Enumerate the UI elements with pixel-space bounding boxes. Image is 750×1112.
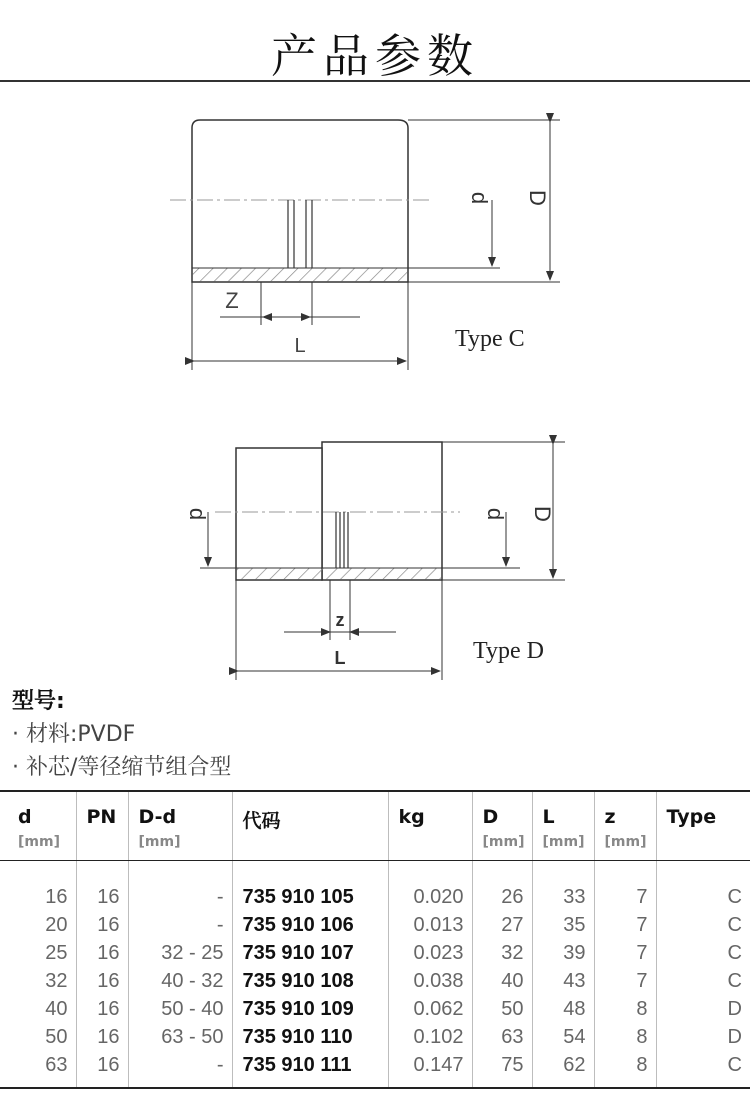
cell-dd: 40 - 32 <box>128 967 232 995</box>
cell-kg: 0.102 <box>388 1023 472 1051</box>
material-line: · 材料:PVDF <box>12 722 136 747</box>
title-divider <box>0 80 750 82</box>
cell-l: 33 <box>532 861 594 912</box>
cell-code: 735 910 105 <box>232 861 388 912</box>
cell-d: 40 <box>45 997 68 1020</box>
table-header-row <box>0 791 750 861</box>
header-kg: kg <box>388 791 472 861</box>
type-c-body <box>192 120 408 282</box>
cell-pn: 16 <box>76 1023 128 1051</box>
cell-outer-d: 32 <box>472 939 532 967</box>
type-d-D-label: D <box>530 506 555 522</box>
cell-kg: 0.020 <box>388 861 472 912</box>
cell-l: 43 <box>532 967 594 995</box>
cell-dd: - <box>128 1051 232 1088</box>
cell-code: 735 910 110 <box>232 1023 388 1051</box>
type-d-small-body <box>236 448 322 580</box>
cell-kg: 0.038 <box>388 967 472 995</box>
type-d-drawing <box>185 442 565 680</box>
cell-type: D <box>656 1023 750 1051</box>
type-c-drawing <box>170 120 560 370</box>
cell-pn: 16 <box>76 861 128 912</box>
technical-drawing <box>150 100 590 690</box>
cell-z: 7 <box>594 911 656 939</box>
type-d-right-d-label: d <box>483 507 508 521</box>
cell-pn: 16 <box>76 911 128 939</box>
cell-code: 735 910 106 <box>232 911 388 939</box>
type-c-L-label: L <box>294 335 306 357</box>
cell-outer-d: 26 <box>472 861 532 912</box>
cell-d: 16 <box>45 885 68 908</box>
cell-outer-d: 50 <box>472 995 532 1023</box>
type-d-z-label: z <box>335 610 345 630</box>
cell-z: 7 <box>594 939 656 967</box>
cell-dd: - <box>128 911 232 939</box>
cell-z: 7 <box>594 967 656 995</box>
cell-dd: 50 - 40 <box>128 995 232 1023</box>
header-dd: D-d [mm] <box>128 791 232 861</box>
cell-l: 35 <box>532 911 594 939</box>
model-heading: 型号: <box>12 689 65 714</box>
cell-d: 63 <box>0 1051 76 1088</box>
cell-kg: 0.062 <box>388 995 472 1023</box>
cell-pn: 16 <box>76 967 128 995</box>
cell-pn: 16 <box>76 995 128 1023</box>
cell-kg: 0.013 <box>388 911 472 939</box>
type-c-z-label: Z <box>225 288 239 313</box>
model-info <box>12 684 231 781</box>
cell-type: C <box>656 967 750 995</box>
description-line: · 补芯/等径缩节组合型 <box>12 755 232 780</box>
cell-z: 8 <box>594 1023 656 1051</box>
table-row <box>0 995 750 1023</box>
header-outer-d: D [mm] <box>472 791 532 861</box>
type-c-D-label: D <box>525 190 550 206</box>
header-pn: PN <box>76 791 128 861</box>
cell-dd: 63 - 50 <box>128 1023 232 1051</box>
cell-z: 7 <box>594 861 656 912</box>
cell-dd: 32 - 25 <box>128 939 232 967</box>
cell-z: 8 <box>594 995 656 1023</box>
table-row <box>0 939 750 967</box>
cell-kg: 0.023 <box>388 939 472 967</box>
cell-type: C <box>656 911 750 939</box>
cell-l: 39 <box>532 939 594 967</box>
cell-code: 735 910 107 <box>232 939 388 967</box>
page-title: 产品参数 <box>271 29 479 83</box>
cell-type: C <box>656 861 750 912</box>
header-type: Type <box>656 791 750 861</box>
cell-outer-d: 40 <box>472 967 532 995</box>
cell-d: 25 <box>45 941 68 964</box>
cell-type: C <box>656 1051 750 1088</box>
header-z: z [mm] <box>594 791 656 861</box>
cell-l: 54 <box>532 1023 594 1051</box>
cell-outer-d: 63 <box>472 1023 532 1051</box>
cell-kg: 0.147 <box>388 1051 472 1088</box>
type-d-L-label: L <box>334 648 346 668</box>
type-d-wall-hatch <box>236 568 442 580</box>
cell-outer-d: 27 <box>472 911 532 939</box>
table-row <box>0 967 750 995</box>
cell-d: 50 <box>45 1025 68 1048</box>
cell-d: 20 <box>45 913 68 936</box>
type-c-label: Type C <box>455 326 525 352</box>
cell-pn: 16 <box>76 939 128 967</box>
cell-type: D <box>656 995 750 1023</box>
table-row <box>0 911 750 939</box>
header-d: d [mm] <box>0 791 76 861</box>
table-row <box>0 861 750 912</box>
cell-code: 735 910 108 <box>232 967 388 995</box>
header-code: 代码 <box>232 791 388 861</box>
cell-z: 8 <box>594 1051 656 1088</box>
parameter-table <box>0 790 750 1089</box>
header-l: L [mm] <box>532 791 594 861</box>
type-d-label: Type D <box>473 638 544 664</box>
cell-l: 48 <box>532 995 594 1023</box>
type-d-left-d-label: d <box>185 507 210 521</box>
cell-pn: 16 <box>76 1051 128 1088</box>
cell-l: 62 <box>532 1051 594 1088</box>
type-c-wall-hatch <box>192 268 408 282</box>
type-c-d-label: d <box>467 191 492 205</box>
table-row <box>0 1023 750 1051</box>
table-row <box>0 1051 750 1088</box>
cell-dd: - <box>128 861 232 912</box>
cell-d: 32 <box>45 969 68 992</box>
cell-code: 735 910 111 <box>232 1051 388 1088</box>
cell-type: C <box>656 939 750 967</box>
cell-outer-d: 75 <box>472 1051 532 1088</box>
cell-code: 735 910 109 <box>232 995 388 1023</box>
